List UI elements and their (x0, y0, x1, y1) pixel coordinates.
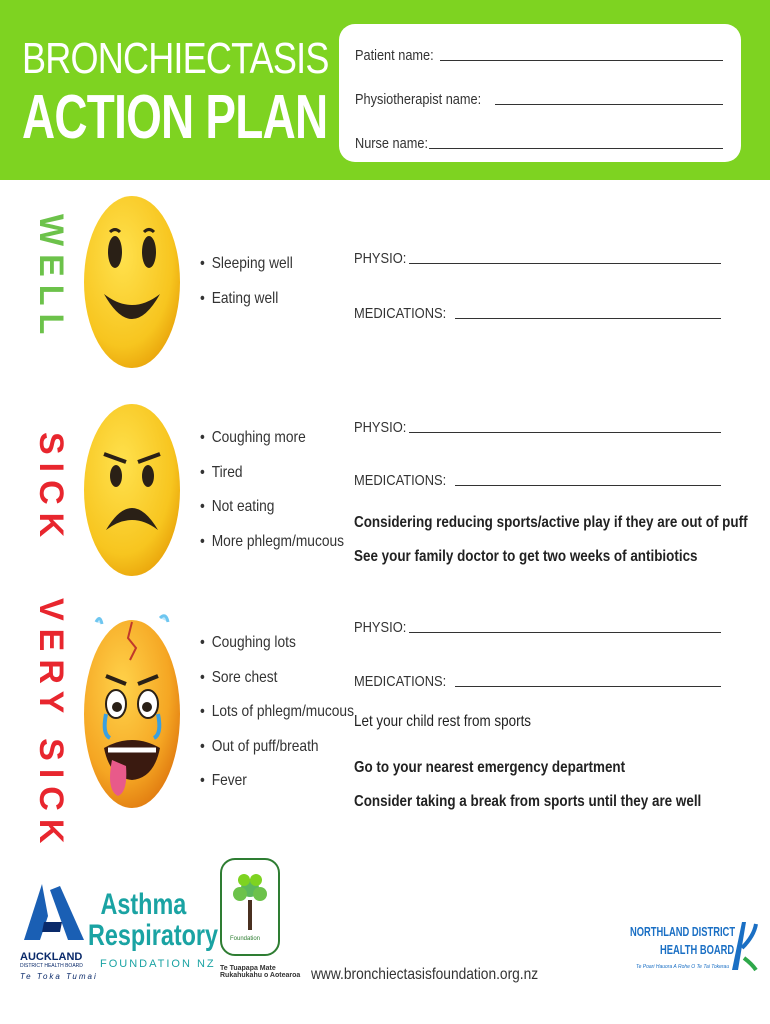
sick-physio-label: PHYSIO: (354, 419, 407, 436)
auckland-sub: DISTRICT HEALTH BOARD (20, 963, 83, 969)
well-medications-label: MEDICATIONS: (354, 305, 447, 322)
names-box (339, 24, 741, 162)
physiotherapist-name-label: Physiotherapist name: (355, 91, 482, 108)
arf-line-1: Asthma (100, 888, 187, 921)
nurse-name-line[interactable] (429, 148, 723, 149)
list-item: • Eating well (200, 290, 293, 325)
arf-line-2: Respiratory (88, 919, 219, 952)
arf-line-3: FOUNDATION NZ (100, 958, 216, 970)
sick-medications-field[interactable] (354, 467, 721, 489)
title-line-2: ACTION PLAN (22, 83, 328, 152)
auckland-dhb-mark-icon (20, 882, 88, 944)
well-bullet-list (200, 255, 308, 324)
very-sick-bullet-list (200, 634, 379, 807)
well-medications-line[interactable] (455, 318, 721, 319)
very-sick-physio-line[interactable] (409, 632, 721, 633)
physiotherapist-name-line[interactable] (495, 104, 723, 105)
patient-name-line[interactable] (440, 60, 723, 61)
happy-face-icon (82, 194, 182, 370)
very-sick-physio-field[interactable] (354, 614, 721, 636)
sick-bullet-list (200, 429, 367, 567)
very-sick-label: VERY SICK (32, 598, 70, 852)
nurse-name-field[interactable] (355, 130, 723, 152)
footer-url-link[interactable]: www.bronchiectasisfoundation.org.nz (311, 966, 539, 983)
well-physio-label: PHYSIO: (354, 250, 407, 267)
asthma-respiratory-logo (88, 890, 218, 986)
northland-line-1: NORTHLAND DISTRICT (630, 924, 736, 939)
auckland-dhb-logo (20, 882, 98, 992)
sick-medications-label: MEDICATIONS: (354, 472, 447, 489)
sick-physio-field[interactable] (354, 414, 721, 436)
sad-face-icon (82, 402, 182, 578)
patient-name-label: Patient name: (355, 47, 434, 64)
header-banner (0, 0, 770, 180)
sick-label: SICK (32, 432, 70, 546)
sick-note-1: Considering reducing sports/active play if they are out of puff (354, 514, 748, 531)
very-sick-medications-line[interactable] (455, 686, 721, 687)
list-item: • More phlegm/mucous (200, 533, 344, 568)
list-item: • Sore chest (200, 669, 354, 704)
well-physio-line[interactable] (409, 263, 721, 264)
very-sick-note-2: Go to your nearest emergency department (354, 759, 626, 776)
northland-dhb-mark-icon (726, 918, 758, 972)
very-sick-medications-label: MEDICATIONS: (354, 673, 447, 690)
very-sick-physio-label: PHYSIO: (354, 619, 407, 636)
list-item: • Coughing lots (200, 634, 354, 669)
northland-maori: Te Poari Hauora A Rohe O Te Tai Tokerau (636, 964, 730, 970)
auckland-name: AUCKLAND (20, 951, 83, 963)
list-item: • Coughing more (200, 429, 344, 464)
northland-line-2: HEALTH BOARD (660, 942, 735, 957)
physiotherapist-name-field[interactable] (355, 86, 723, 108)
nurse-name-label: Nurse name: (355, 135, 428, 152)
list-item: • Lots of phlegm/mucous (200, 703, 354, 738)
bf-line-2: Rukahukahu o Aotearoa (220, 972, 301, 979)
sick-physio-line[interactable] (409, 432, 721, 433)
list-item: • Sleeping well (200, 255, 293, 290)
distressed-face-icon (82, 614, 182, 814)
very-sick-medications-field[interactable] (354, 668, 721, 690)
well-medications-field[interactable] (354, 300, 721, 322)
northland-dhb-logo (630, 918, 760, 978)
well-label: WELL (32, 214, 70, 343)
sick-medications-line[interactable] (455, 485, 721, 486)
bf-badge-label: Foundation (230, 936, 261, 942)
patient-name-field[interactable] (355, 42, 723, 64)
list-item: • Out of puff/breath (200, 738, 354, 773)
bronchiectasis-foundation-logo (220, 858, 301, 986)
very-sick-note-3: Consider taking a break from sports until they are well (354, 793, 702, 810)
auckland-maori: Te Toka Tumai (20, 972, 98, 981)
bf-line-1: Te Tuapapa Mate (220, 965, 276, 972)
list-item: • Tired (200, 464, 344, 499)
list-item: • Not eating (200, 498, 344, 533)
well-physio-field[interactable] (354, 245, 721, 267)
list-item: • Fever (200, 772, 354, 807)
very-sick-note-1: Let your child rest from sports (354, 713, 532, 730)
sick-note-2: See your family doctor to get two weeks of antibiotics (354, 548, 698, 565)
title-line-1: BRONCHIECTASIS (22, 34, 329, 83)
